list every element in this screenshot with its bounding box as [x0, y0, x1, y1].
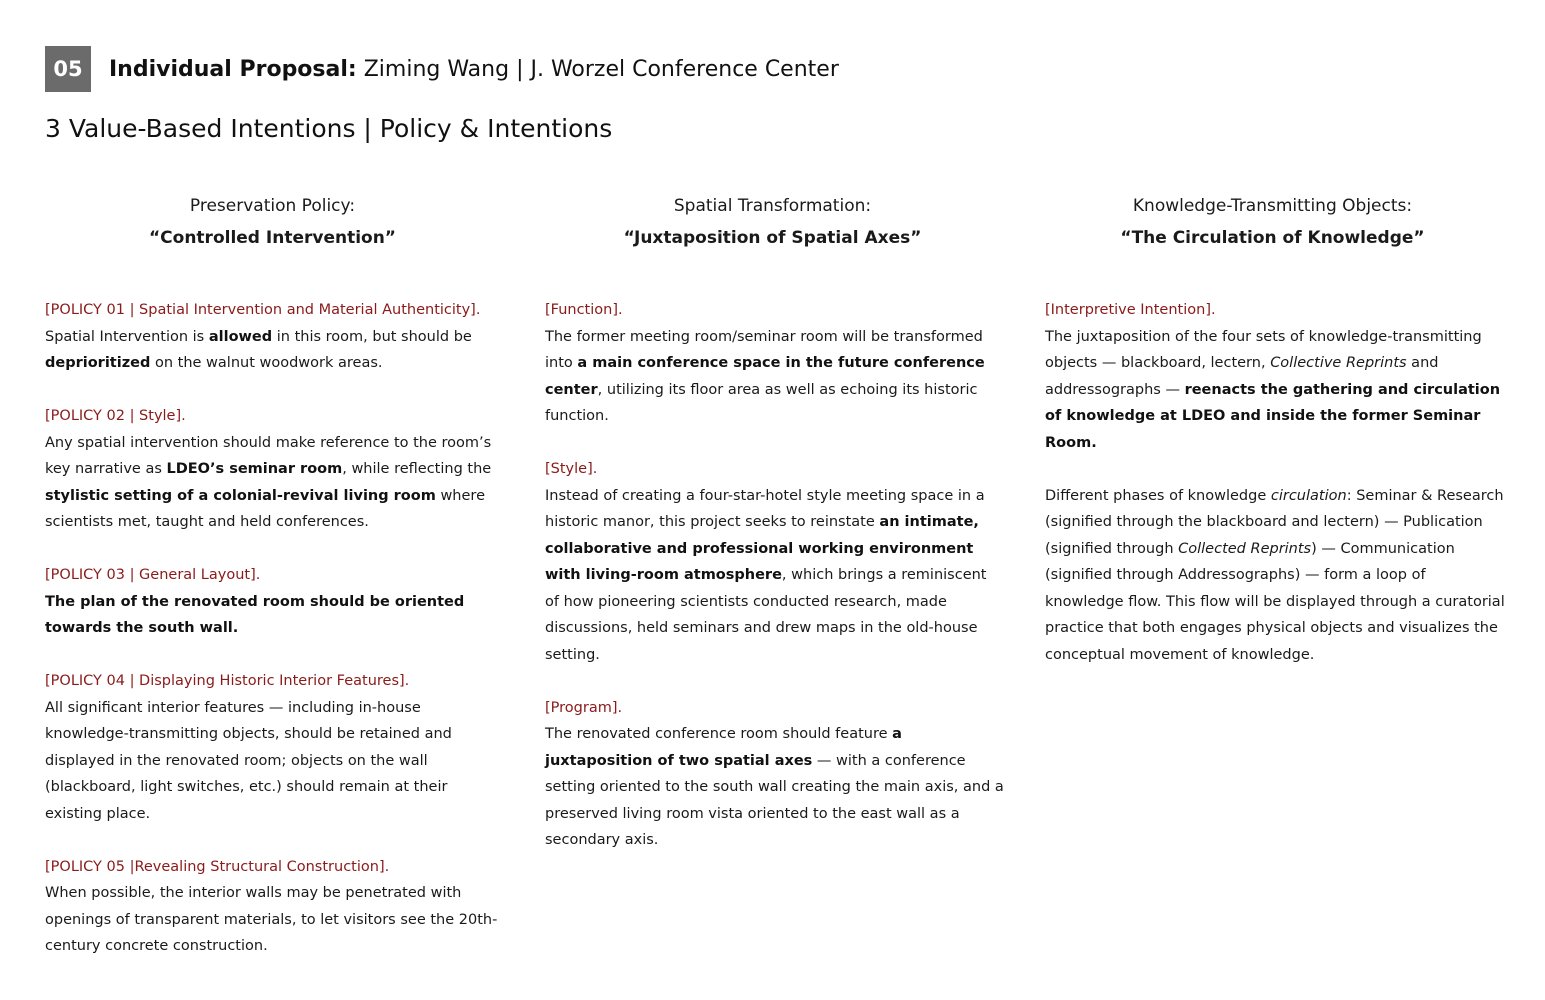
text-run: ) — Communication (signified through Addressographs) — form a loop of knowledge flow. This flow will be displayed through a curatorial practice that both engages physical objects and visualizes the conceptual movement of knowledge.	[1045, 540, 1505, 663]
section-label: [POLICY 05 |Revealing Structural Construction].	[45, 858, 390, 875]
section-label: [POLICY 03 | General Layout].	[45, 567, 261, 583]
section-label: [Interpretive Intention].	[1045, 302, 1216, 318]
text-section	[45, 854, 505, 960]
column-motto: “Controlled Intervention”	[149, 228, 396, 248]
column-knowledge-objects	[1045, 192, 1505, 695]
bold-text: reenacts the gathering and circulation of knowledge at LDEO and inside the former Seminar Room.	[1045, 381, 1501, 451]
column-spatial-transformation	[545, 192, 1005, 880]
text-run: — with a conference setting oriented to the south wall creating the main axis, and a preserved living room vista oriented to the east wall as a secondary axis.	[545, 752, 1004, 848]
section-text	[545, 324, 1005, 430]
text-run: All significant interior features — including in-house knowledge-transmitting objects, should be retained and displayed in the renovated room; objects on the wall (blackboard, light switches, etc.) should remain at their existing place.	[45, 699, 452, 822]
bold-text: allowed	[208, 328, 273, 345]
section-text	[45, 695, 505, 828]
text-section	[545, 695, 1005, 854]
text-run: When possible, the interior walls may be penetrated with openings of transparent materials, to let visitors see the 20th-century concrete construction.	[45, 885, 498, 954]
column-preservation-policy	[45, 192, 505, 986]
text-run: and addressographs —	[1045, 355, 1439, 398]
bold-text: an intimate, collaborative and professional working environment with living-room atmosphere	[545, 514, 979, 583]
column-motto: “The Circulation of Knowledge”	[1120, 228, 1425, 248]
section-text	[45, 430, 505, 536]
bold-text: deprioritized	[45, 355, 151, 371]
column-body	[1045, 297, 1505, 668]
section-text	[545, 483, 1005, 669]
text-run: : Seminar & Research (signified through the blackboard and lectern) — Publication (signified through	[1045, 487, 1504, 557]
italic-text: Collected Reprints	[1178, 540, 1312, 557]
page-title	[109, 57, 839, 82]
page-title-bold: Individual Proposal:	[109, 56, 357, 82]
bold-text: stylistic setting of a colonial-revival living room	[45, 487, 436, 504]
page-header	[45, 46, 839, 92]
italic-text: circulation	[1270, 487, 1347, 504]
section-text	[545, 721, 1005, 854]
bold-text: LDEO’s seminar room	[166, 461, 343, 477]
text-section	[45, 403, 505, 536]
text-run: The former meeting room/seminar room will be transformed into	[545, 328, 983, 371]
section-text	[45, 589, 505, 642]
text-run: Different phases of knowledge	[1045, 487, 1271, 504]
section-text	[1045, 483, 1505, 669]
text-run: in this room, but should be	[272, 328, 472, 345]
bold-text: a main conference space in the future conference center	[545, 355, 985, 398]
text-section	[1045, 297, 1505, 456]
text-section	[545, 297, 1005, 430]
section-text	[45, 880, 505, 960]
column-body	[545, 297, 1005, 854]
section-number-badge: 05	[45, 46, 91, 92]
text-section	[545, 456, 1005, 668]
bold-text: a juxtaposition of two spatial axes	[545, 726, 902, 769]
text-section	[1045, 483, 1505, 669]
text-section	[45, 668, 505, 827]
column-kicker: Spatial Transformation:	[673, 196, 872, 216]
text-run: , utilizing its floor area as well as echoing its historic function.	[545, 381, 978, 424]
text-run: Instead of creating a four-star-hotel style meeting space in a historic manor, this project seeks to reinstate	[545, 487, 985, 530]
text-run: on the walnut woodwork areas.	[150, 355, 383, 371]
section-label: [POLICY 01 | Spatial Intervention and Material Authenticity].	[45, 302, 481, 318]
column-heading	[45, 192, 500, 292]
section-label: [Program].	[545, 699, 623, 716]
column-kicker: Knowledge-Transmitting Objects:	[1132, 196, 1413, 216]
section-label: [Function].	[545, 302, 623, 318]
column-heading	[1045, 192, 1500, 292]
section-label: [POLICY 02 | Style].	[45, 408, 186, 424]
column-motto: “Juxtaposition of Spatial Axes”	[623, 228, 922, 248]
text-run: The renovated conference room should feature	[545, 726, 893, 742]
text-run: where scientists met, taught and held conferences.	[45, 487, 485, 530]
text-run: The juxtaposition of the four sets of knowledge-transmitting objects — blackboard, lectern,	[1045, 328, 1482, 371]
text-section	[45, 562, 505, 642]
column-body	[45, 297, 505, 960]
text-run: , which brings a reminiscent of how pioneering scientists conducted research, made discussions, held seminars and drew maps in the old-house setting.	[545, 567, 987, 663]
text-run: , while reflecting the	[342, 461, 492, 477]
page-subtitle: 3 Value-Based Intentions | Policy & Intentions	[45, 114, 613, 143]
italic-text: Collective Reprints	[1270, 355, 1407, 371]
page-title-rest: Ziming Wang | J. Worzel Conference Center	[356, 56, 839, 82]
section-label: [POLICY 04 | Displaying Historic Interior Features].	[45, 673, 410, 689]
bold-text: The plan of the renovated room should be oriented towards the south wall.	[45, 593, 465, 636]
text-section	[45, 297, 505, 377]
section-text	[45, 324, 505, 377]
column-heading	[545, 192, 1000, 292]
section-label: [Style].	[545, 461, 598, 477]
text-run: Any spatial intervention should make reference to the room’s key narrative as	[45, 434, 492, 477]
text-run: Spatial Intervention is	[45, 328, 209, 345]
column-kicker: Preservation Policy:	[189, 196, 356, 216]
section-text	[1045, 324, 1505, 457]
